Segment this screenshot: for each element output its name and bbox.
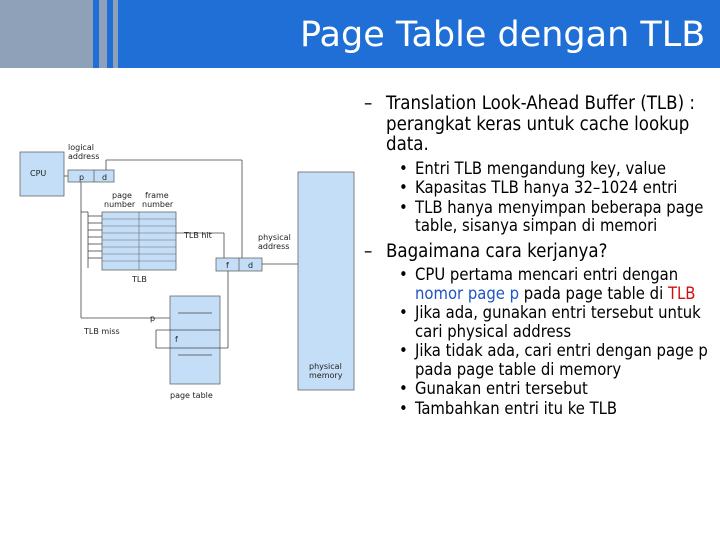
page-number-label-1: page — [112, 191, 132, 200]
logical-address-label-1: logical — [68, 143, 94, 152]
cpu-label: CPU — [30, 169, 47, 178]
tlb-miss-label: TLB miss — [84, 327, 120, 336]
dash-marker: – — [364, 240, 373, 262]
page-number-label-2: number — [104, 200, 136, 209]
step-item: • CPU pertama mencari entri dengan nomor page p pada page table di TLB — [399, 265, 696, 303]
step-item: • Gunakan entri tersebut — [399, 379, 588, 398]
tlb-fact-item: • Entri TLB mengandung key, value — [399, 158, 666, 178]
f-field: f — [226, 261, 229, 270]
frame-number-label-2: number — [142, 200, 174, 209]
header-decoration-block — [0, 0, 93, 68]
tlb-label: TLB — [132, 275, 147, 284]
physical-memory-label-1: physical — [309, 362, 342, 371]
frame-number-label-1: frame — [145, 191, 169, 200]
how-it-works-text: Bagaimana cara kerjanya? — [386, 240, 608, 262]
page-table-p-label: p — [150, 314, 156, 323]
step-item: • Jika ada, gunakan entri tersebut untuk cari physical address — [399, 303, 701, 341]
bullet-how-it-works — [362, 242, 708, 263]
tlb-fact-item: • TLB hanya menyimpan beberapa page table, sisanya simpan di memori — [399, 197, 704, 235]
steps-list — [362, 266, 708, 418]
logical-address-label-2: address — [68, 152, 100, 161]
d-field-physical: d — [248, 261, 254, 270]
header-decoration-stripe — [99, 0, 107, 68]
logical-address-register — [68, 170, 114, 182]
bullet-tlb-definition — [362, 94, 708, 156]
physical-memory-label-2: memory — [309, 371, 343, 380]
physical-address-label-1: physical — [258, 233, 291, 242]
slide-header — [0, 0, 720, 68]
highlight-page-number: nomor page p — [415, 283, 520, 303]
slide-content — [362, 94, 708, 424]
tlb-definition-text: Translation Look-Ahead Buffer (TLB) : perangkat keras untuk cache lookup data. — [386, 93, 695, 155]
step-item: • Tambahkan entri itu ke TLB — [399, 398, 618, 418]
page-table-f-entry: f — [175, 335, 178, 344]
physical-address-label-2: address — [258, 242, 290, 251]
step-item: • Jika tidak ada, cari entri dengan page p pada page table di memory — [399, 341, 708, 379]
slide-title: Page Table dengan TLB — [300, 15, 706, 55]
tlb-fact-item: • Kapasitas TLB hanya 32–1024 entri — [399, 178, 678, 197]
tlb-facts-list — [362, 160, 708, 236]
tlb-hit-label: TLB hit — [184, 231, 212, 240]
tlb-diagram — [18, 136, 358, 408]
page-table-label: page table — [170, 391, 213, 400]
p-field: p — [79, 173, 85, 182]
header-decoration-stripe-thin — [113, 0, 118, 68]
highlight-tlb: TLB — [667, 283, 696, 303]
physical-memory-box — [298, 172, 354, 390]
dash-marker: – — [364, 93, 373, 114]
d-field: d — [102, 173, 108, 182]
